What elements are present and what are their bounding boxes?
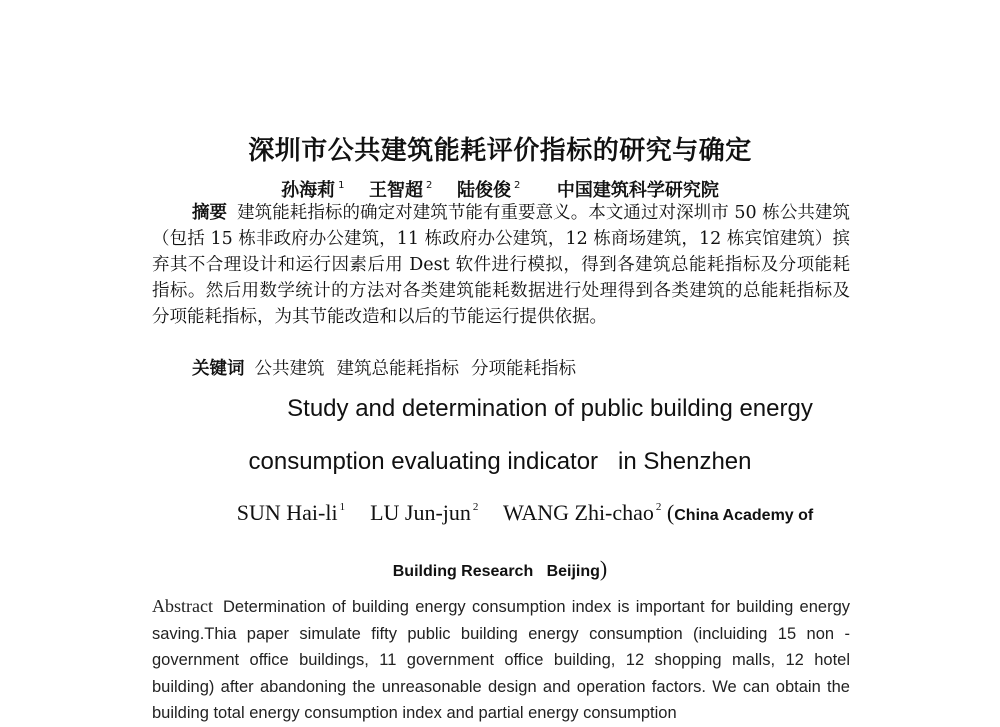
en-affiliation-paren-close: ) — [599, 556, 608, 581]
en-author-2: LU Jun-jun — [370, 500, 471, 525]
en-author-3: WANG Zhi-chao — [503, 500, 654, 525]
chinese-keywords — [152, 356, 850, 382]
cn-keyword-1: 公共建筑 — [254, 359, 325, 379]
cn-author-3: 陆俊俊 — [456, 180, 511, 201]
en-author-2-sup: 2 — [472, 501, 479, 513]
cn-affiliation: 中国建筑科学研究院 — [556, 180, 719, 201]
en-abstract-text: Determination of building energy consumption index is important for building energy saving.Thia paper simulate fifty public building energy consumption (incluiding 15 non - government office buildings, 11 government office building, 12 shopping malls, 12 hotel building) after abandoning the unreasonable design and operation factors. We can obtain the building total energy consumption index and partial energy consumption — [152, 598, 850, 722]
english-title-line-2: consumption evaluating indicator in Shenzhen — [248, 448, 752, 475]
cn-keyword-3: 分项能耗指标 — [471, 359, 576, 379]
en-affiliation-part-1: China Academy of — [674, 507, 814, 524]
cn-keywords-label: 关键词 — [192, 359, 245, 379]
cn-author-2: 王智超 — [369, 180, 424, 201]
en-author-1-sup: 1 — [339, 501, 346, 513]
cn-keyword-2: 建筑总能耗指标 — [336, 359, 459, 379]
en-abstract-label: Abstract — [152, 596, 213, 616]
chinese-abstract — [152, 200, 850, 330]
english-title-line-1: Study and determination of public building energy — [287, 395, 813, 422]
en-author-1: SUN Hai-li — [236, 500, 338, 525]
english-affiliation-line-2 — [0, 556, 1000, 582]
en-affiliation-part-2: Building Research Beijing — [392, 563, 600, 580]
cn-abstract-label: 摘要 — [192, 203, 228, 223]
chinese-author-line — [0, 176, 1000, 202]
english-abstract — [152, 593, 850, 727]
cn-author-1-sup: 1 — [338, 180, 345, 191]
cn-author-1: 孙海莉 — [281, 180, 336, 201]
en-affiliation-paren-open: ( — [666, 500, 675, 525]
cn-author-3-sup: 2 — [513, 180, 521, 191]
cn-author-2-sup: 2 — [426, 180, 433, 191]
english-author-line — [0, 500, 1000, 526]
cn-abstract-text: 建筑能耗指标的确定对建筑节能有重要意义。本文通过对深圳市 50 栋公共建筑（包括 15 栋非政府办公建筑，11 栋政府办公建筑，12 栋商场建筑，12 栋宾馆建筑）摈弃其不合理设计和运行因素后用 Dest 软件进行模拟，得到各建筑总能耗指标及分项能耗指标。然后用数学统计的方法对各类建筑能耗数据进行处理得到各类建筑的总能耗指标及分项能耗指标，为其节能改造和以后的节能运行提供依据。 — [152, 203, 850, 327]
chinese-title: 深圳市公共建筑能耗评价指标的研究与确定 — [248, 136, 752, 166]
en-author-3-sup: 2 — [655, 501, 662, 513]
